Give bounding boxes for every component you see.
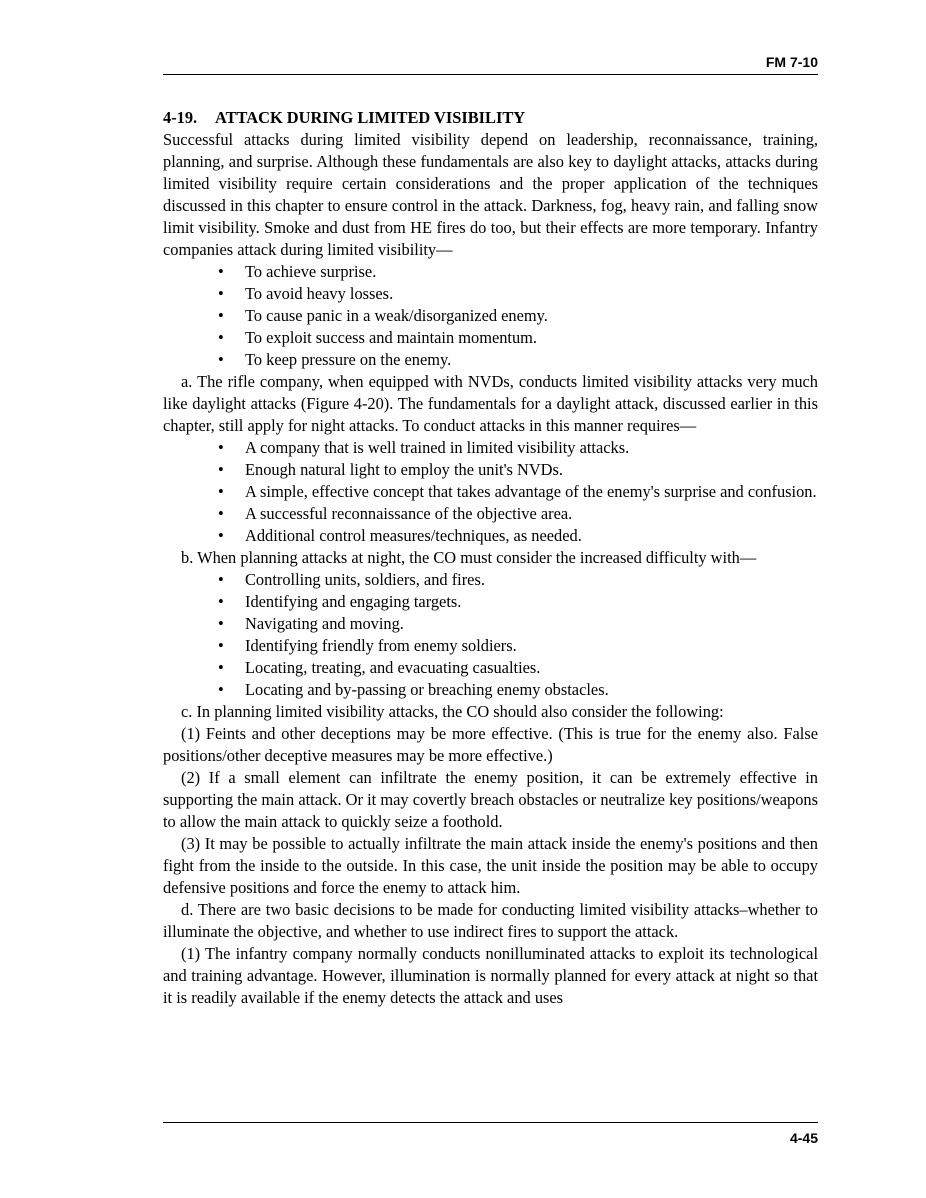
paragraph-b-bullet-list [163, 569, 818, 701]
list-item: • Locating, treating, and evacuating casualties. [245, 657, 818, 679]
paragraph-c: c. In planning limited visibility attacks, the CO should also consider the following: [181, 702, 724, 721]
list-item: • Additional control measures/techniques, as needed. [245, 525, 818, 547]
page-footer [163, 1122, 818, 1146]
list-item: • Identifying friendly from enemy soldiers. [245, 635, 818, 657]
section-title: ATTACK DURING LIMITED VISIBILITY [215, 108, 526, 127]
document-id: FM 7-10 [765, 54, 818, 70]
list-item: • To cause panic in a weak/disorganized enemy. [245, 305, 818, 327]
list-item: • A company that is well trained in limited visibility attacks. [245, 437, 818, 459]
paragraph-d1: (1) The infantry company normally conducts nonilluminated attacks to exploit its technological and training advantage. However, illumination is normally planned for every attack at night so that it is readily available if the enemy detects the attack and uses [163, 944, 818, 1007]
paragraph-b: b. When planning attacks at night, the CO must consider the increased difficulty with— [181, 548, 757, 567]
page-header [163, 52, 818, 75]
paragraph-a-bullet-list [163, 437, 818, 547]
list-item: • A successful reconnaissance of the objective area. [245, 503, 818, 525]
intro-paragraph: Successful attacks during limited visibility depend on leadership, reconnaissance, training, planning, and surprise. Although these fundamentals are also key to daylight attacks, attacks during limited visibility require certain considerations and the proper application of the techniques discussed in this chapter to ensure control in the attack. Darkness, fog, heavy rain, and falling snow limit visibility. Smoke and dust from HE fires do too, but their effects are more temporary. Infantry companies attack during limited visibility— [163, 130, 818, 259]
list-item: • Identifying and engaging targets. [245, 591, 818, 613]
list-item: • Controlling units, soldiers, and fires. [245, 569, 818, 591]
list-item: • To avoid heavy losses. [245, 283, 818, 305]
section-number: 4-19. [163, 108, 198, 127]
list-item: • A simple, effective concept that takes advantage of the enemy's surprise and confusion. [245, 481, 818, 503]
paragraph-c1: (1) Feints and other deceptions may be more effective. (This is true for the enemy also. False positions/other deceptive measures may be more effective.) [163, 724, 818, 765]
page-body [163, 107, 818, 1009]
intro-bullet-list [163, 261, 818, 371]
paragraph-d: d. There are two basic decisions to be made for conducting limited visibility attacks–whether to illuminate the objective, and whether to use indirect fires to support the attack. [163, 900, 818, 941]
paragraph-a: a. The rifle company, when equipped with NVDs, conducts limited visibility attacks very much like daylight attacks (Figure 4-20). The fundamentals for a daylight attack, discussed earlier in this chapter, still apply for night attacks. To conduct attacks in this manner requires— [163, 372, 818, 435]
paragraph-c3: (3) It may be possible to actually infiltrate the main attack inside the enemy's positions and then fight from the inside to the outside. In this case, the unit inside the position may be able to occupy defensive positions and force the enemy to attack him. [163, 834, 818, 897]
list-item: • To exploit success and maintain momentum. [245, 327, 818, 349]
list-item: • To achieve surprise. [245, 261, 818, 283]
paragraph-c2: (2) If a small element can infiltrate the enemy position, it can be extremely effective in supporting the main attack. Or it may covertly breach obstacles or neutralize key positions/weapons to allow the main attack to quickly seize a foothold. [163, 768, 818, 831]
list-item: • Navigating and moving. [245, 613, 818, 635]
page-number: 4-45 [789, 1130, 818, 1146]
list-item: • Enough natural light to employ the unit's NVDs. [245, 459, 818, 481]
section-heading [163, 107, 818, 129]
list-item: • Locating and by-passing or breaching enemy obstacles. [245, 679, 818, 701]
list-item: • To keep pressure on the enemy. [245, 349, 818, 371]
